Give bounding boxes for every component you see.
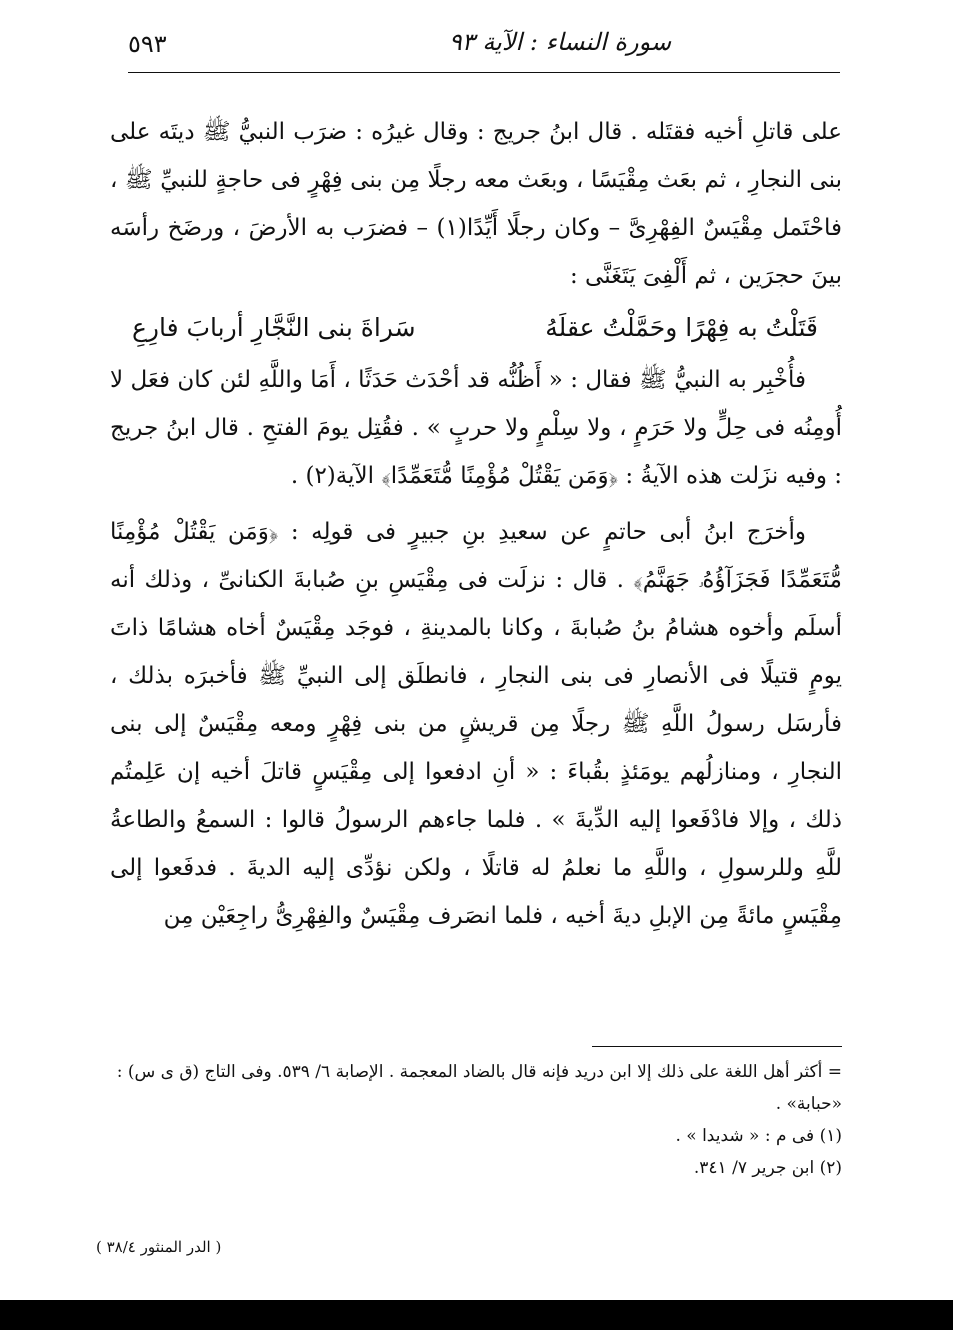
paragraph-3: وأخرَج ابنُ أبى حاتمٍ عن سعيدِ بنِ جبيرٍ فى قولِه : ﴿وَمَن يَقْتُلْ مُؤْمِنًا مُّتَعَمِّدًا فَجَزَآؤُهُۥ جَهَنَّمُ﴾ . قال : نزلَت فى مِقْيَسِ بنِ صُبابةَ الكنانىِّ ، وذلك أنه أسلَم وأخوه هشامُ بنُ صُبابةَ ، وكانا بالمدينةِ ، فوجَد مِقْيَسٌ أخاه هشامًا ذاتَ يومٍ قتيلًا فى الأنصارِ فى بنى النجارِ ، فانطلَق إلى النبيِّ ﷺ فأخبرَه بذلك ، فأرسَل رسولُ اللَّهِ ﷺ رجلًا مِن قريشٍ من بنى فِهْرٍ ومعه مِقْيَسٌ إلى بنى النجارِ ، ومنازلُهم يومَئذٍ بقُباءَ : « أنِ ادفعوا إلى مِقْيَسٍ قاتلَ أخيه إن عَلِمتُم ذلك ، وإلا فادْفَعوا إليه الدِّيةَ » . فلما جاءهم الرسولُ قالوا : السمعُ والطاعةُ للَّهِ وللرسولِ ، واللَّهِ ما نعلمُ له قاتلًا ، ولكن نؤدِّى إليه الديةَ . فدفَعوا إلى مِقْيَسٍ مائةً مِن الإبلِ ديةَ أخيه ، فلما انصَرف مِقْيَسٌ والفِهْرِىُّ راجِعَيْن مِن [110,519,842,929]
paragraph-1: على قاتلِ أخيه فقتَله . قال ابنُ جريج : وقال غيرُه : ضرَب النبيُّ ﷺ ديتَه على بنى النجارِ ، ثم بعَث مِقْيَسًا ، وبعَث معه رجلًا مِن بنى فِهْرٍ فى حاجةٍ للنبيِّ ﷺ ، فاحْتَمل مِقْيَسٌ الفِهْرِىَّ – وكان رجلًا أَيِّدًا(١) – فضرَب به الأرضَ ، ورضَخ رأسَه بينَ حجرَين ، ثم أَلْفِىَ يَتَغَنَّى : [110,119,842,289]
header-rule [128,72,840,73]
poetry-verse [110,300,842,356]
verse-first-hemistich: قَتَلْتُ به فِهْرًا وحَمَّلْتُ عقلَهُ [545,313,818,342]
footnote-2: (٢) ابن جرير ٧/ ٣٤١. [693,1158,842,1178]
paragraph-2: فأُخْبِر به النبيُّ ﷺ فقال : « أَظُنُّه قد أحْدَث حَدَثًا ، أَمَا واللَّهِ لئن كان فعَل لا أُومِنُه فى حِلٍّ ولا حَرَمٍ ، ولا سِلْمٍ ولا حربٍ » . فقُتِل يومَ الفتحِ . قال ابنُ جريج : وفيه نزَلت هذه الآيةُ : ﴿وَمَن يَقْتُلْ مُؤْمِنًا مُّتَعَمِّدًا﴾ الآية(٢) . [110,367,842,489]
scan-bottom-edge [0,1300,953,1330]
running-head: سورة النساء : الآية ٩٣ [448,28,672,56]
main-text [110,108,842,940]
footnotes [110,1056,842,1184]
footnote-rule [592,1046,842,1047]
verse-second-hemistich: سَراةَ بنى النَّجَّارِ أربابَ فارِعِ [132,313,416,342]
page-number: ٥٩٣ [128,30,167,58]
footnote-continuation: = أكثر أهل اللغة على ذلك إلا ابن دريد فإنه قال بالضاد المعجمة . الإصابة ٦/ ٥٣٩. وفى التاج (ق ى س) : «حبابة» . [116,1062,842,1114]
source-reference: ( الدر المنثور ٣٨/٤ ) [96,1238,222,1256]
footnote-1: (١) فى م : « شديدا » . [675,1126,842,1146]
